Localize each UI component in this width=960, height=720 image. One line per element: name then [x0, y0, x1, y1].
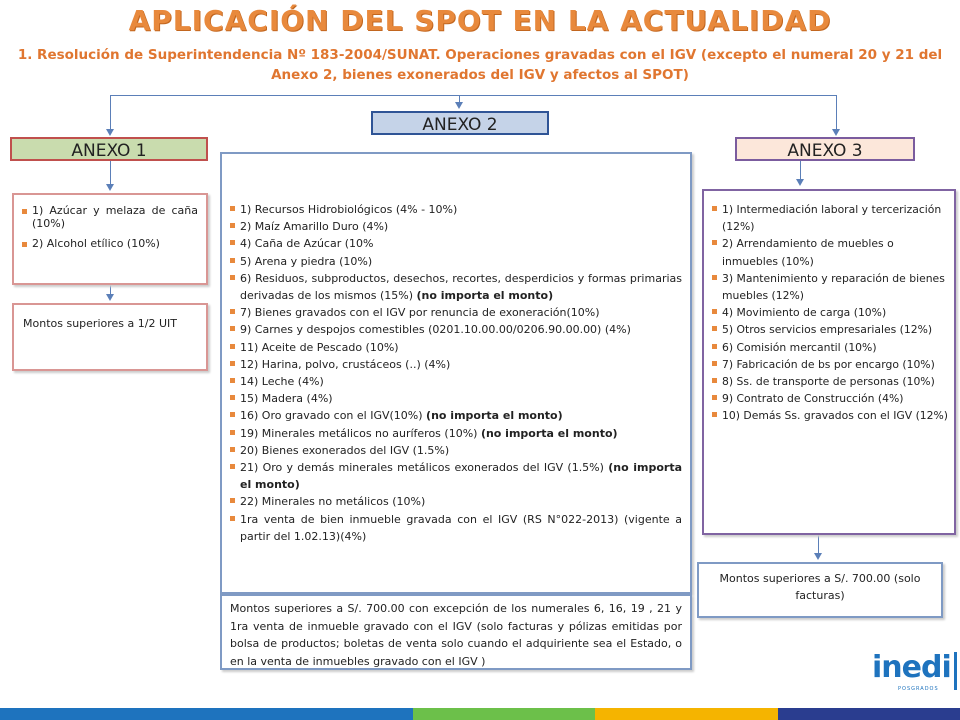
list-item-emphasis: (no importa el monto) — [240, 461, 683, 492]
list-item — [230, 201, 682, 218]
list-item: 7) Fabricación de bs por encargo (10%) — [712, 356, 950, 373]
list-item — [230, 493, 682, 510]
anexo3-list-box — [702, 189, 956, 535]
logo-bar — [954, 652, 957, 690]
anexo2-note-box — [220, 594, 692, 670]
connector-anexo3-note — [818, 535, 819, 554]
list-item-text: 15) Madera (4%) — [240, 392, 333, 406]
connector-anexo1 — [110, 95, 111, 129]
list-item — [230, 235, 682, 252]
arrow-anexo1-note — [106, 294, 114, 301]
page-title: APLICACIÓN DEL SPOT EN LA ACTUALIDAD — [128, 4, 832, 37]
anexo2-note: Montos superiores a S/. 700.00 con excepción de los numerales 6, 16, 19 , 21 y 1ra venta de inmueble gravado con el IGV (solo facturas y pólizas emitidas por bolsa de productos; boletas de venta solo cuando el adquiriente sea el Estado, o en la venta de inmuebles gravado con el IGV ) — [230, 602, 682, 668]
list-item-text: 7) Bienes gravados con el IGV por renuncia de exoneración(10%) — [240, 306, 600, 320]
list-item-emphasis: (no importa el monto) — [426, 409, 563, 423]
anexo3-note: Montos superiores a S/. 700.00 (solo facturas) — [719, 572, 921, 602]
list-item — [230, 218, 682, 235]
list-item — [230, 425, 682, 442]
footer-segment — [778, 708, 960, 720]
list-item — [230, 442, 682, 459]
list-item-text: 1) Recursos Hidrobiológicos (4% - 10%) — [240, 203, 458, 216]
list-item-emphasis: (no importa el monto) — [480, 426, 618, 440]
list-item: 9) Contrato de Construcción (4%) — [712, 390, 950, 407]
list-item — [230, 407, 682, 424]
arrow-anexo1-list — [106, 184, 114, 191]
list-item — [230, 339, 682, 356]
list-item — [230, 270, 682, 304]
list-item: 3) Mantenimiento y reparación de bienes muebles (12%) — [712, 270, 950, 304]
list-item: 1) Intermediación laboral y tercerización (12%) — [712, 201, 950, 235]
page-subtitle: 1. Resolución de Superintendencia Nº 183-2004/SUNAT. Operaciones gravadas con el IGV (excepto el numeral 20 y 21 del Anexo 2, bienes exonerados del IGV y afectos al SPOT) — [17, 47, 943, 83]
connector-anexo3 — [836, 95, 837, 129]
inedi-logo — [872, 650, 952, 692]
anexo2-list-box — [220, 152, 692, 594]
list-item-text: 6) Residuos, subproductos, desechos, recortes, desperdicios y formas primarias derivadas de los mismos (15%) — [240, 271, 682, 303]
list-item-text: 19) Minerales metálicos no auríferos (10%) — [240, 426, 481, 440]
list-item: 6) Comisión mercantil (10%) — [712, 339, 950, 356]
arrow-anexo3-note — [814, 553, 822, 560]
list-item — [230, 511, 682, 545]
list-item-text: 2) Maíz Amarillo Duro (4%) — [240, 220, 389, 234]
list-item-text: 21) Oro y demás minerales metálicos exonerados del IGV (1.5%) — [240, 461, 609, 475]
list-item: 4) Movimiento de carga (10%) — [712, 304, 950, 321]
logo-subtext: POSGRADOS — [898, 686, 939, 692]
anexo3-note-box — [697, 562, 943, 618]
anexo3-list — [712, 201, 950, 425]
footer-color-bar — [0, 708, 960, 720]
list-item — [230, 373, 682, 390]
list-item-text: 12) Harina, polvo, crustáceos (..) (4%) — [240, 357, 451, 371]
anexo1-list — [22, 204, 198, 257]
anexo3-header: ANEXO 3 — [735, 137, 915, 161]
anexo1-note: Montos superiores a 1/2 UIT — [23, 317, 177, 330]
list-item-text: 11) Aceite de Pescado (10%) — [240, 340, 399, 354]
list-item-emphasis: (no importa el monto) — [416, 289, 554, 303]
footer-segment — [595, 708, 777, 720]
connector-anexo1-list — [110, 161, 111, 185]
list-item-text: 4) Caña de Azúcar (10% — [240, 237, 374, 251]
list-item: 8) Ss. de transporte de personas (10%) — [712, 373, 950, 390]
arrow-anexo3-list — [796, 179, 804, 186]
connector-anexo3-list — [800, 161, 801, 179]
anexo2-list — [230, 201, 682, 545]
anexo1-header: ANEXO 1 — [10, 137, 208, 161]
top-connector-line — [110, 95, 836, 96]
list-item-text: 16) Oro gravado con el IGV(10%) — [240, 409, 427, 423]
arrow-anexo3 — [832, 129, 840, 136]
list-item-text: 1ra venta de bien inmueble gravada con el IGV (RS N°022-2013) (vigente a partir del 1.02.13)(4%) — [240, 512, 682, 543]
list-item — [230, 356, 682, 373]
list-item-text: 5) Arena y piedra (10%) — [240, 254, 373, 268]
footer-segment — [413, 708, 595, 720]
arrow-anexo1 — [106, 129, 114, 136]
list-item-text: 14) Leche (4%) — [240, 375, 324, 389]
list-item: 2) Arrendamiento de muebles o inmuebles (10%) — [712, 235, 950, 269]
list-item: 1) Azúcar y melaza de caña (10%) — [22, 204, 198, 230]
footer-segment — [0, 708, 413, 720]
list-item — [230, 321, 682, 338]
list-item — [230, 304, 682, 321]
list-item: 5) Otros servicios empresariales (12%) — [712, 321, 950, 338]
anexo1-note-box — [12, 303, 208, 371]
arrow-anexo2 — [455, 102, 463, 109]
list-item-text: 20) Bienes exonerados del IGV (1.5%) — [240, 443, 450, 457]
logo-text: inedi — [872, 650, 951, 685]
list-item: 2) Alcohol etílico (10%) — [22, 237, 198, 250]
list-item-text: 9) Carnes y despojos comestibles (0201.10.00.00/0206.90.00.00) (4%) — [240, 323, 631, 337]
list-item — [230, 390, 682, 407]
anexo2-header: ANEXO 2 — [371, 111, 549, 135]
list-item-text: 22) Minerales no metálicos (10%) — [240, 495, 426, 509]
list-item: 10) Demás Ss. gravados con el IGV (12%) — [712, 407, 950, 424]
anexo1-list-box — [12, 193, 208, 285]
list-item — [230, 253, 682, 270]
list-item — [230, 459, 682, 493]
